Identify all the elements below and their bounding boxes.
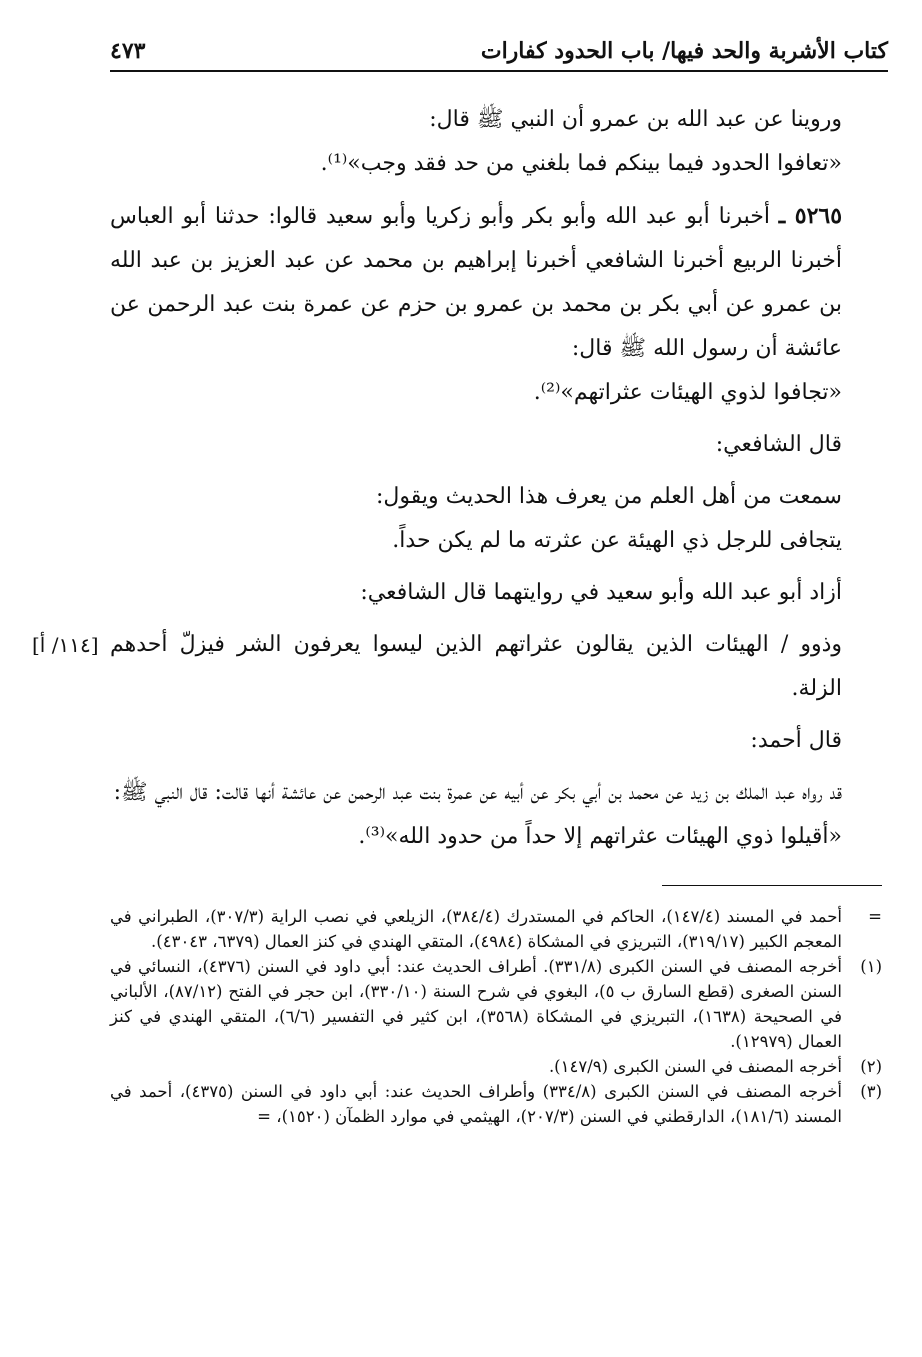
running-header [110,38,888,72]
header-title: كتاب الأشربة والحد فيها/ باب الحدود كفارات [480,38,888,64]
hadith-isnad: أخبرنا أبو عبد الله وأبو بكر وأبو زكريا وأبو سعيد قالوا: حدثنا أبو العباس أخبرنا الربيع أخبرنا الشافعي أخبرنا إبراهيم بن محمد عن عبد العزيز بن عبد الله بن عمرو عن أبي بكر بن محمد بن عمرو بن حزم عن عمرة بنت عبد الرحمن عن عائشة أن رسول الله ﷺ قال: [110,204,842,361]
footnote-separator [662,885,882,886]
addition-text [32,623,882,711]
ahmad-heading: قال أحمد: [750,728,842,753]
footnote-text: أخرجه المصنف في السنن الكبرى (٣٣٤/٨) وأطراف الحديث عند: أبي داود في السنن (٤٣٧٥)، أحمد في المسند (١٨١/٦)، الدارقطني في السنن (٢٠٧/٣)، الهيثمي في موارد الظمآن (١٥٢٠)، = [110,1082,842,1126]
shafii-heading: قال الشافعي: [715,432,842,457]
footnote-continuation [110,904,882,954]
addition-intro: أزاد أبو عبد الله وأبو سعيد في روايتهما قال الشافعي: [360,580,842,605]
hadith-quote-3: «أقيلوا ذوي الهيئات عثراتهم إلا حداً من حدود الله»⁽³⁾. [358,824,842,849]
addition-body: وذوو / الهيئات الذين يقالون عثراتهم الذين ليسوا يعرفون الشر فيزلّ أحدهم الزلة. [110,632,842,701]
footnote-number: (٢) [860,1057,882,1076]
manuscript-folio-note: [١١٤/ أ] [32,633,99,657]
hadith-5265 [110,194,882,371]
hadith-number: ٥٢٦٥ ـ [778,203,843,229]
footnote-1 [110,954,882,1054]
page [32,38,888,1129]
shafii-statement-2: يتجافى للرجل ذي الهيئة عن عثرته ما لم يكن حداً. [392,528,842,553]
shafii-statement-1: سمعت من أهل العلم من يعرف هذا الحديث ويقول: [376,484,842,509]
footnote-2 [110,1054,882,1079]
hadith-quote-1: «تعافوا الحدود فيما بينكم فما بلغني من حد فقد وجب»⁽¹⁾. [320,151,842,176]
hadith-quote-2: «تجافوا لذوي الهيئات عثراتهم»⁽²⁾. [533,380,842,405]
footnote-number: = [868,907,882,926]
footnote-text: أخرجه المصنف في السنن الكبرى (١٤٧/٩). [548,1057,842,1076]
main-text [32,98,882,859]
footnote-text: أخرجه المصنف في السنن الكبرى (٣٣١/٨). أطراف الحديث عند: أبي داود في السنن (٤٣٧٦)، النسائي في السنن الصغرى (قطع السارق ب ٥)، البغوي في شرح السنة (٣٣٠/١٠)، ابن حجر في الفتح (٨٧/١٢)، الألباني في الصحيحة (١٦٣٨)، التبريزي في المشكاة (٣٥٦٨)، ابن كثير في التفسير (٦/٦)، المتقي الهندي في كنز العمال (١٢٩٧٩). [110,957,842,1051]
footnote-text: أحمد في المسند (١٤٧/٤)، الحاكم في المستدرك (٣٨٤/٤)، الزيلعي في نصب الراية (٣٠٧/٣)، الطبراني في المعجم الكبير (٣١٩/١٧)، التبريزي في المشكاة (٤٩٨٤)، المتقي الهندي في كنز العمال (٦٣٧٩، ٤٣٠٤٣). [110,907,842,951]
ahmad-statement: قد رواه عبد الملك بن زيد عن محمد بن أبي بكر عن أبيه عن عمرة بنت عبد الرحمن عن عائشة أنها قالت: قال النبي ﷺ: [113,780,842,805]
footnote-number: (١) [860,957,882,976]
page-number: ٤٧٣ [110,38,146,64]
footnote-3 [110,1079,882,1129]
footnotes [110,904,882,1129]
footnote-number: (٣) [860,1082,882,1101]
paragraph-1: وروينا عن عبد الله بن عمرو أن النبي ﷺ قال: [429,107,842,132]
